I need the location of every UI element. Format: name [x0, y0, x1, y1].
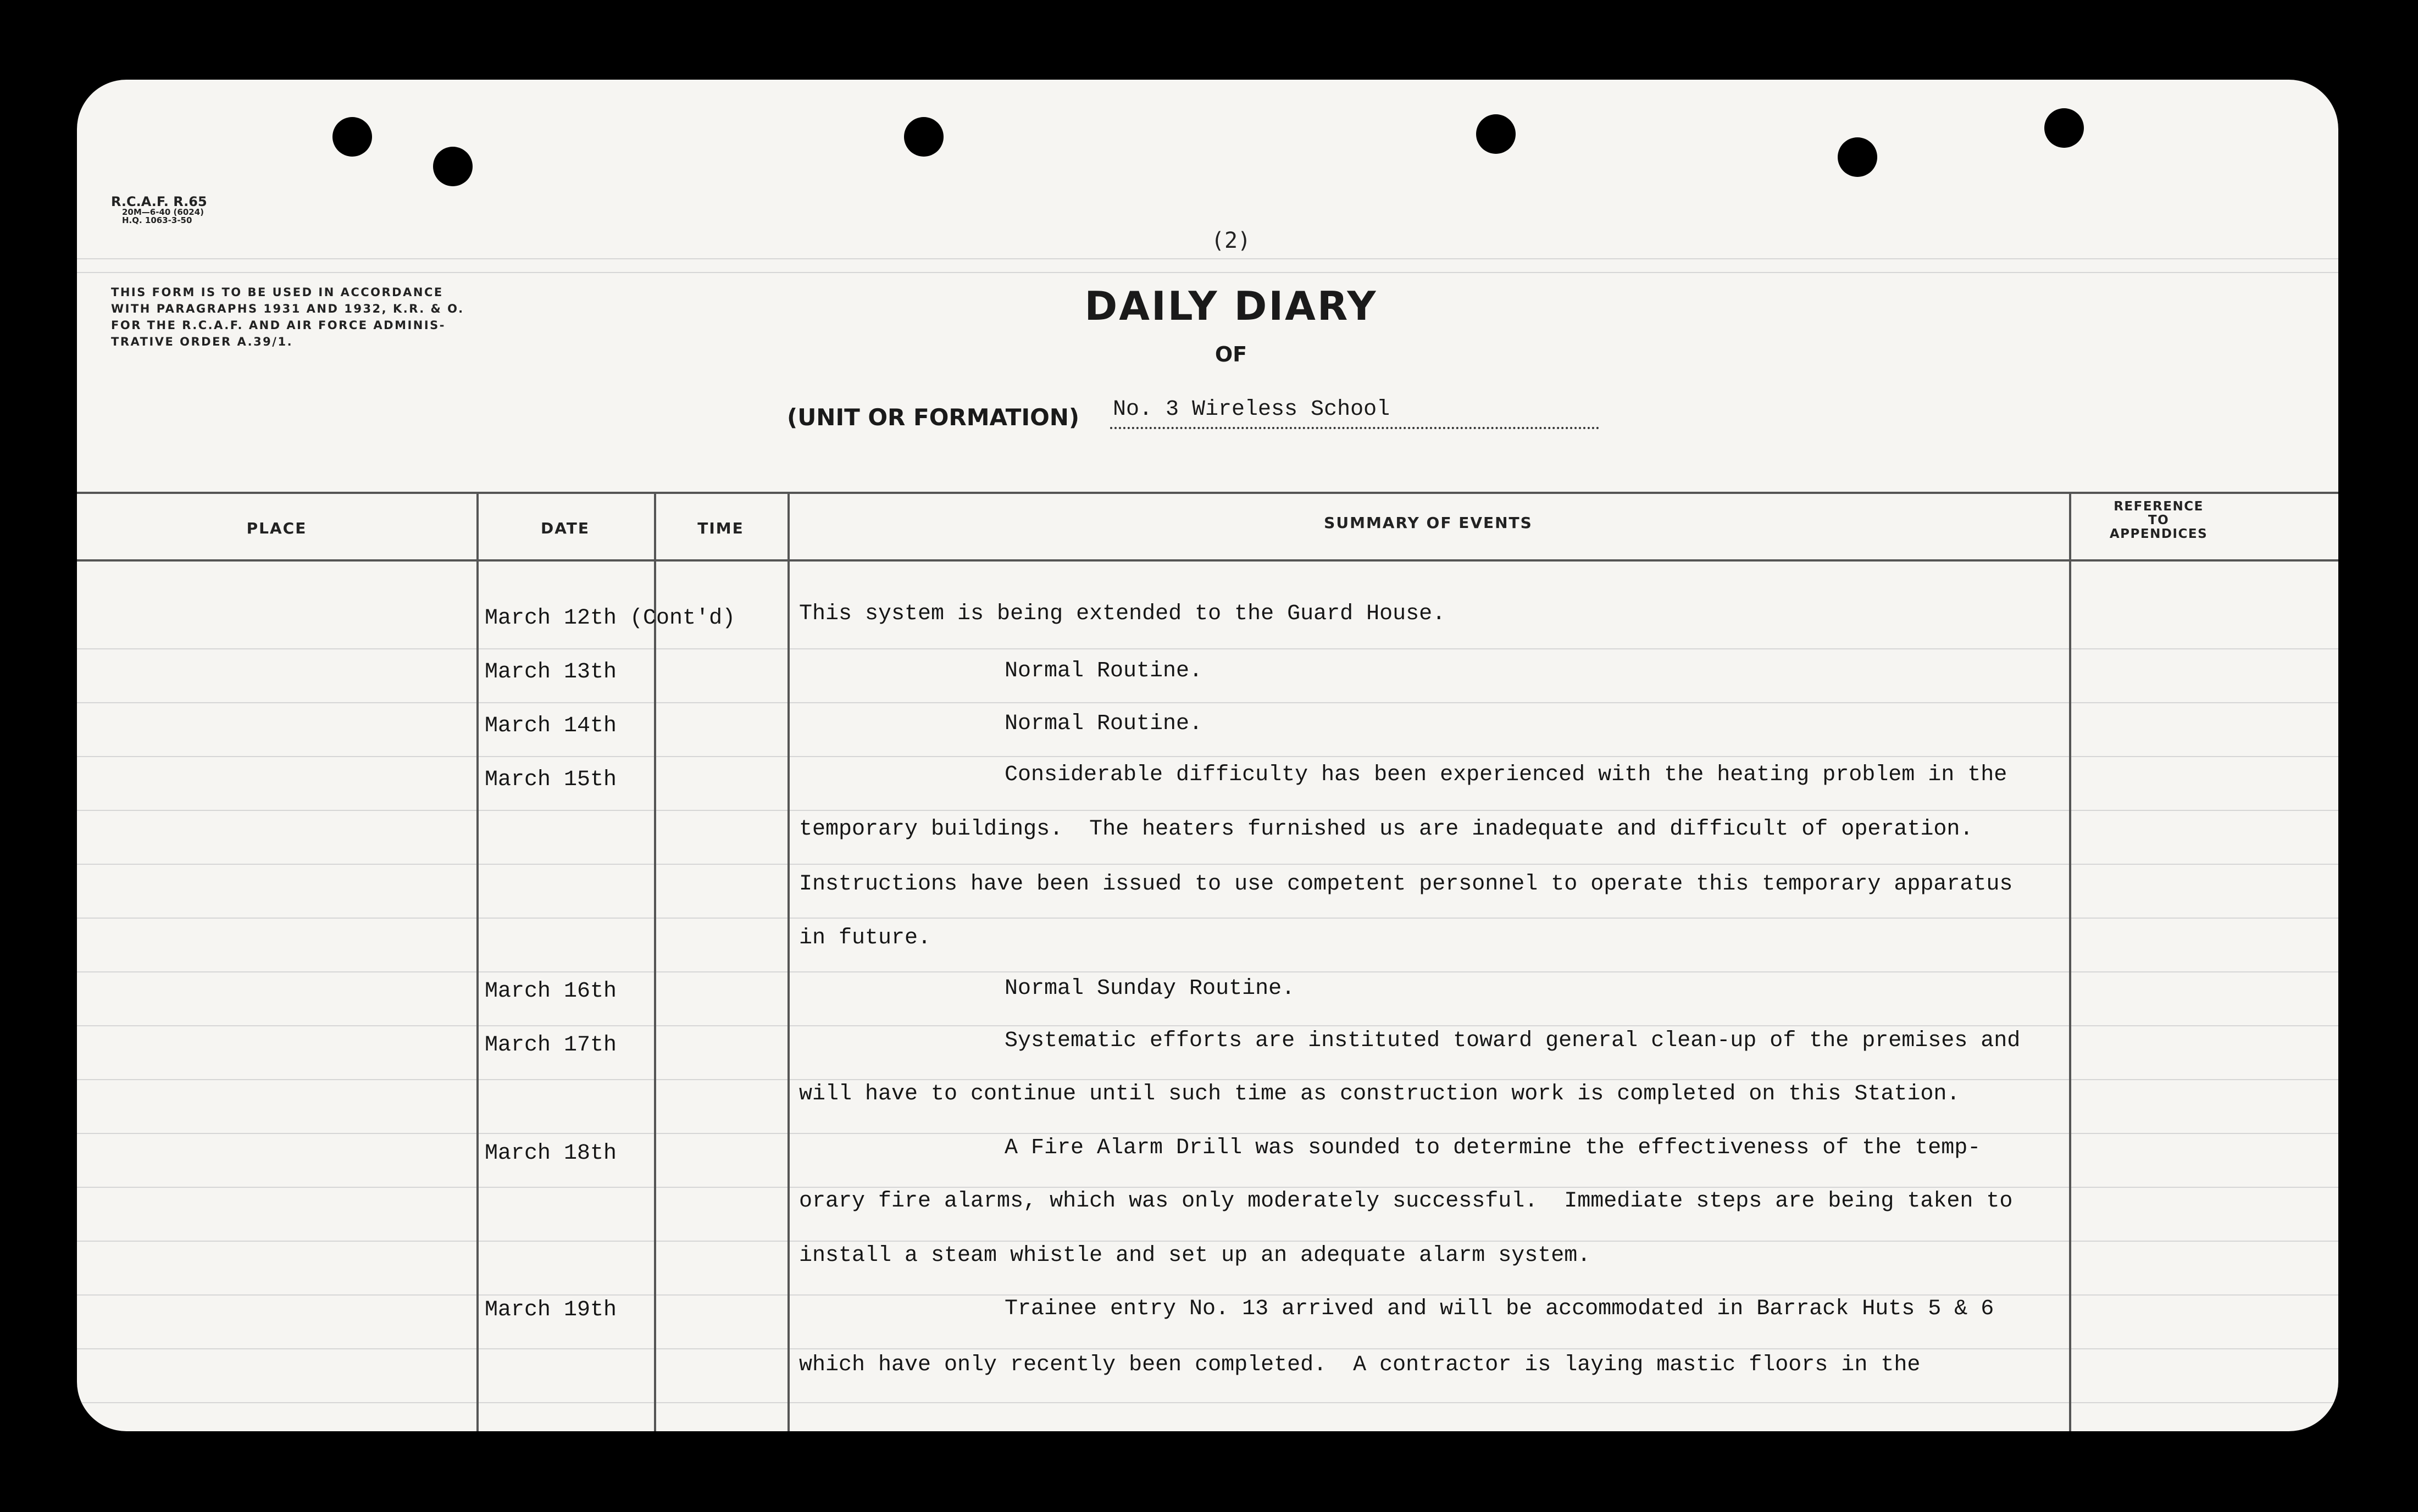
ruled-line — [77, 864, 2338, 865]
summary-line: temporary buildings. The heaters furnished us are inadequate and difficult of operation. — [799, 817, 1973, 842]
ruled-line — [77, 1402, 2338, 1403]
ruled-line — [77, 918, 2338, 919]
header-bottom-border — [77, 559, 2338, 562]
summary-line: Considerable difficulty has been experienced with the heating problem in the — [1005, 763, 2007, 787]
summary-line: This system is being extended to the Guard House. — [799, 602, 1446, 626]
summary-line: install a steam whistle and set up an adequate alarm system. — [799, 1243, 1591, 1268]
form-code-line: H.Q. 1063-3-50 — [122, 215, 192, 225]
punch-hole — [332, 117, 372, 157]
ruled-line — [77, 258, 2338, 259]
column-divider — [654, 492, 656, 1431]
page-number: (2) — [1211, 228, 1251, 253]
ruled-line — [77, 1079, 2338, 1080]
column-header-reference — [2076, 500, 2241, 541]
unit-label: (UNIT OR FORMATION) — [787, 404, 1080, 431]
diary-sheet — [77, 80, 2338, 1431]
summary-line: Instructions have been issued to use competent personnel to operate this temporary apparatus — [799, 872, 2013, 897]
punch-hole — [433, 147, 473, 186]
punch-hole — [904, 117, 944, 157]
ruled-line — [77, 810, 2338, 811]
form-code — [111, 195, 207, 225]
form-instructions — [111, 284, 606, 350]
ruled-line — [77, 1133, 2338, 1134]
ruled-line — [77, 971, 2338, 972]
instruction-line: THIS FORM IS TO BE USED IN ACCORDANCE — [111, 286, 443, 299]
unit-dotted-line — [1110, 427, 1599, 429]
column-divider — [476, 492, 479, 1431]
ruled-line — [77, 1294, 2338, 1296]
ruled-line — [77, 1187, 2338, 1188]
summary-line: Normal Routine. — [1005, 659, 1203, 683]
reference-header-line: TO — [2148, 513, 2170, 527]
column-divider — [2069, 492, 2071, 1431]
ruled-line — [77, 756, 2338, 757]
ruled-line — [77, 702, 2338, 703]
instruction-line: FOR THE R.C.A.F. AND AIR FORCE ADMINIS- — [111, 319, 446, 332]
summary-line: Normal Sunday Routine. — [1005, 976, 1295, 1001]
column-header-place: PLACE — [246, 519, 307, 537]
reference-header-line: REFERENCE — [2114, 499, 2204, 514]
ruled-line — [77, 1348, 2338, 1349]
punch-hole — [1838, 137, 1877, 177]
summary-line: which have only recently been completed. A contractor is laying mastic floors in the — [799, 1353, 1921, 1377]
ruled-line — [77, 1025, 2338, 1026]
unit-value: No. 3 Wireless School — [1113, 397, 1390, 422]
punch-hole — [2044, 108, 2084, 148]
column-divider — [787, 492, 790, 1431]
column-header-time: TIME — [697, 519, 744, 537]
form-code-line: R.C.A.F. R.65 — [111, 194, 207, 209]
column-header-date: DATE — [541, 519, 590, 537]
ruled-line — [77, 1241, 2338, 1242]
column-header-summary: SUMMARY OF EVENTS — [1324, 514, 1533, 532]
ruled-line — [77, 648, 2338, 649]
reference-header-line: APPENDICES — [2109, 527, 2208, 541]
entry-date: March 17th — [485, 1033, 617, 1058]
summary-line: in future. — [799, 926, 931, 950]
summary-line: Normal Routine. — [1005, 711, 1203, 736]
entry-date: March 16th — [485, 979, 617, 1004]
table-top-border — [77, 492, 2338, 494]
entry-date: March 18th — [485, 1141, 617, 1166]
summary-line: Trainee entry No. 13 arrived and will be accommodated in Barrack Huts 5 & 6 — [1005, 1297, 1994, 1321]
entry-date: March 14th — [485, 714, 617, 738]
title-of: OF — [1214, 342, 1247, 366]
summary-line: orary fire alarms, which was only moderately successful. Immediate steps are being taken to — [799, 1189, 2013, 1214]
entry-date: March 12th (Cont'd) — [485, 606, 736, 631]
entry-date: March 15th — [485, 768, 617, 792]
punch-hole — [1476, 114, 1516, 154]
entry-date: March 13th — [485, 660, 617, 685]
summary-line: A Fire Alarm Drill was sounded to determine the effectiveness of the temp- — [1005, 1136, 1981, 1160]
instruction-line: WITH PARAGRAPHS 1931 AND 1932, K.R. & O. — [111, 302, 464, 315]
entry-date: March 19th — [485, 1298, 617, 1322]
form-code-line: 20M—6-40 (6024) — [122, 207, 204, 217]
instruction-line: TRATIVE ORDER A.39/1. — [111, 335, 293, 348]
summary-line: will have to continue until such time as construction work is completed on this Station. — [799, 1082, 1960, 1107]
summary-line: Systematic efforts are instituted toward general clean-up of the premises and — [1005, 1029, 2021, 1053]
ruled-line — [77, 272, 2338, 273]
page-title: DAILY DIARY — [1084, 283, 1378, 329]
